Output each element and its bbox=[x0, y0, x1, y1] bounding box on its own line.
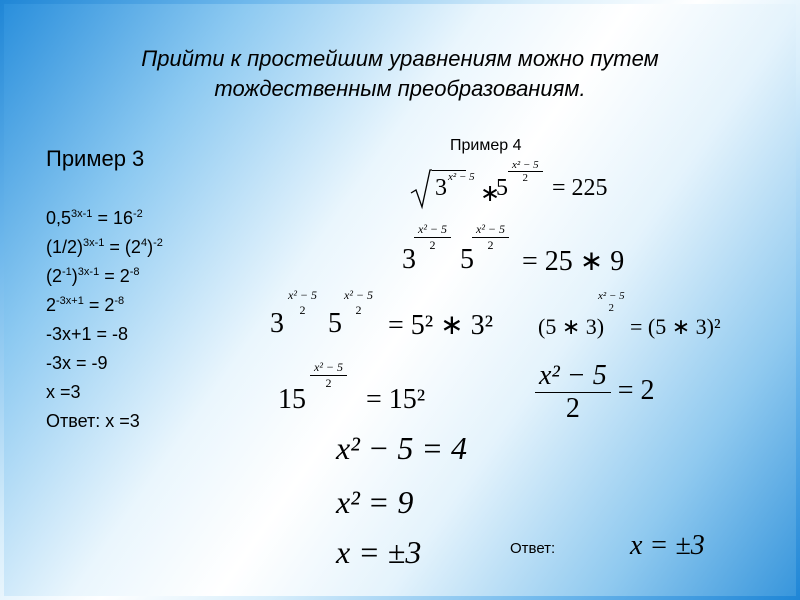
slide-title: Прийти к простейшим уравнениям можно путем тождественным преобразованиям. bbox=[141, 46, 659, 101]
step-7: x =3 bbox=[46, 382, 81, 402]
step-6: -3x = -9 bbox=[46, 353, 108, 373]
sqrt-sign bbox=[410, 169, 432, 211]
equation-6: $\frac{\text{x² − 5}}{2}$ = 2 bbox=[535, 360, 655, 425]
example4-answer: x = ±3 bbox=[630, 530, 705, 561]
equation-8: x² = 9 bbox=[336, 484, 414, 520]
step-5: -3x+1 = -8 bbox=[46, 324, 129, 344]
example3-heading: Пример 3 bbox=[46, 146, 145, 171]
step-4: $2^{-3x+1} = 2^{-8}$ bbox=[46, 295, 125, 315]
step-3: $(2^{-1})^{3x-1} = 2^{-8}$ bbox=[46, 266, 140, 286]
step-8-answer: Ответ: x =3 bbox=[46, 411, 140, 431]
step-1: $0,5^{3x-1} = 16^{-2}$ bbox=[46, 208, 143, 228]
example4-heading: Пример 4 bbox=[450, 137, 522, 154]
equation-7: x² − 5 = 4 bbox=[336, 430, 467, 466]
example3-steps bbox=[46, 204, 163, 436]
equation-9: x = ±3 bbox=[336, 534, 422, 570]
step-2: $(1/2)^{3x-1} = (2^4)^{-2}$ bbox=[46, 237, 163, 257]
example4-answer-label: Ответ: bbox=[510, 540, 556, 557]
